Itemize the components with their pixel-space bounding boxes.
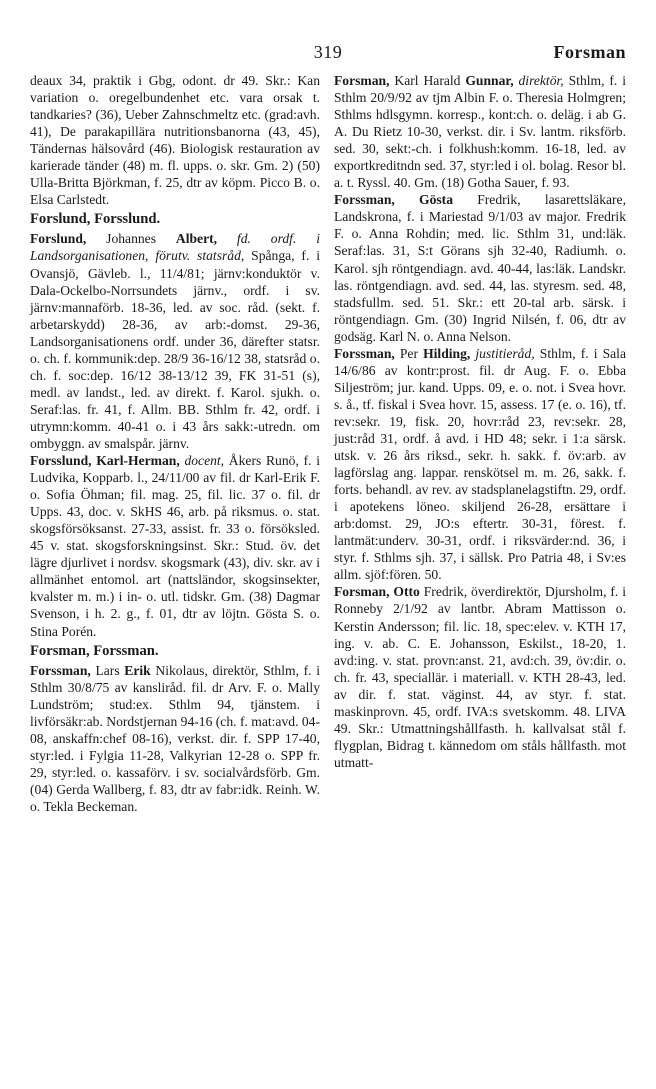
entry-forsman-gunnar (334, 72, 626, 191)
entry-text: Åkers Runö, f. i Ludvika, Kopparb. l., 24/11/00 av fil. dr Karl-Erik F. o. Sofia Öhman; fil. mag. 25, fil. lic. 37 o. fil. dr Upps. 43, doc. v. SkHS 46, arb. på riksmus. o. stat. skogsförsöksanst. 27-33, assist. fr. 33 o. försöksled. 45 v. stat. skogsforskningsinst. Skr.: Stud. öv. det lägre djurlivet i nordsv. skogsmark (43), div. skr. av i allmänhet entomol. art (nattsländor, skogsinsekter, kvalster m. m.) i in- o. utl. tidskr. Gm. (38) Dagmar Svenson, i h. 2. g., f. 01, dtr av löjtn. Gösta S. o. Stina Porén. (30, 453, 320, 639)
entry-name: Forssman, (30, 662, 91, 678)
entry-continuation: deaux 34, praktik i Gbg, odont. dr 49. Skr.: Kan variation o. oregelbundenhet etc. vara orsak t. tandkaries? (36), Ueber Zahnschmeltz etc. (grad:avh. 41), De parakapillära nutritionsbanorna (43, 45), Tändernas hälsovård (46). Biologisk restauration av karierade tänder (48) m. fl. upps. o. skr. Gm. 2) (50) Ulla-Britta Björkman, f. 25, dtr av köpm. Picco B. o. Elsa Carlstedt. (30, 73, 320, 208)
entry-forssman-erik (30, 662, 320, 815)
entry-text: Spånga, f. i Ovansjö, Gävleb. l., 11/4/81; järnv:konduktör v. Dala-Ockelbo-Norrsundets järnv., ordf. i sv. järnv:mannaförb. 18-36, led. av soc. råd. (sekt. f. arbetarskydd) 28-36, av arb:-domst. 29-36, Landsorganisationens ordf. under 36, därefter statsr. o. ch. f. kommunik:dep. 28/9 36-16/12 38, statsråd o. ch. f. soc:dep. 16/12 38-13/12 39, FK 31-51 (s), medl. av landst., led. av direkt. f. Karol. sjukh. o. Seraf:las. fr. 41, f. Allm. BB. Sthlm fr. 42, ordf. i utrymn:komm. 40-41 o. i 43 års sakk:-utredn. om ombyggn. av smalspår. järnv. (30, 248, 320, 451)
entry-forslund-albert (30, 230, 320, 452)
entry-text: Fredrik, lasarettsläkare, Landskrona, f. i Mariestad 9/1/03 av major. Fredrik F. o. Anna Rohdin; med. lic. Sthlm 31, und:läk. Seraf:las. 31, S:t Görans sjh 32-40, Radiumh. o. Karol. sjh röntgendiagn. avd. 40-44, las:läk. Landskr. las. röntgendiagn. avd. sed. 44, las. styresm. sed. 48, stadsfullm. sed. 51. Skr.: ett 20-tal arb. särsk. i röntgendiagn. Gm. (30) Ingrid Nilsén, f. 06, dtr av godsäg. Karl N. o. Anna Nelson. (334, 192, 626, 344)
section-heading-forslund: Forslund, Forsslund. (30, 211, 161, 228)
entry-given: Johannes (86, 231, 176, 247)
entry-text: Fredrik, överdirektör, Djursholm, f. i Ronneby 2/1/92 av lantbr. Abram Mattisson o. Kerstin Andersson; fil. lic. 18, spec:elev. v. KTH 17, ing. v. ab. C. E. Johansson, Eskilst., 18-20, 1. avd:ing. v. stat. provn:anst. 21, avd:ch. 39, öv:dir. o. ch. fr. 43, speciallär. i materiall. v. KTH 28-43, led. av dir. f. stat. väginst. 44, av styr. f. stat. maskinprovn. 45, ordf. IVA:s svetskomm. 48. LIVA 49. Skr.: Utmattningshållfasth. h. kallvalsat stål f. flygplan, Bidrag t. kännedom om ståls hållfasth. mot utmatt- (334, 584, 626, 770)
running-head: Forsman (553, 42, 626, 62)
entry-forsman-otto (334, 583, 626, 771)
entry-forssman-hilding (334, 345, 626, 584)
entry-given: Karl Harald (389, 73, 466, 88)
entry-given-bold: Karl-Herman, (96, 453, 180, 469)
entry-title: direktör, (513, 73, 564, 88)
right-column (334, 72, 626, 771)
entry-text: Nikolaus, direktör, Sthlm, f. i Sthlm 30/8/75 av kansliråd. fil. dr Arv. F. o. Mally Lundström; stud:ex. Sthlm 94, tjänstem. i livförsäkr:ab. Nordstjernan 94-16 (ch. f. mat:avd. 04-08, anskaffn:chef 08-16), verkst. dir. f. SPP 17-40, styr:led. i Fylgia 11-28, Valkyrian 12-28 o. SPP fr. 29, styr:led. o. kassaförv. i sv. socialvårdsförb. Gm. (04) Gerda Wallberg, f. 83, dtr av fabr:idk. Reinh. W. o. Tekla Beckeman. (30, 662, 320, 814)
entry-given-bold: Hilding, (423, 345, 471, 361)
entry-title: fd. ordf. i Landsorganisationen, förutv. statsråd, (30, 231, 320, 264)
entry-forsslund-karl-herman (30, 452, 320, 640)
entry-given-bold: Gösta (419, 192, 453, 208)
entry-name: Forsman, (334, 584, 390, 600)
entry-name: Forslund, (30, 231, 87, 247)
entry-given-bold: Gunnar, (465, 73, 514, 88)
entry-given-bold: Albert, (175, 231, 218, 247)
entry-name: Forsslund, (30, 453, 92, 469)
entry-given (395, 192, 419, 207)
entry-title: docent, (179, 453, 225, 469)
entry-given: Lars (90, 662, 125, 678)
entry-given: Per (394, 345, 424, 361)
entry-given-bold: Otto (393, 584, 420, 600)
entry-title: justitieråd, (470, 345, 535, 361)
entry-name: Forssman, (334, 192, 395, 208)
entry-name: Forsman, (334, 73, 390, 88)
entry-text: Sthlm, f. i Sthlm 20/9/92 av tjm Albin F. o. Theresia Holmgren; Sthlms hdlsgymn. korresp., kont:ch. o. deläg. i ab G. A. Du Rietz 10-30, verkst. dir. i Sv. lantm. riksförb. sed. 30, sekt:-ch. i folkhush:komm. 16-18, led. av exportkreditndn sed. 37, styr:led i ol. bolag. Resor bl. a. t. Ryssl. 40. Gm. (18) Gotha Sauer, f. 93. (334, 73, 626, 191)
left-column (30, 72, 320, 815)
page-number: 319 (313, 42, 343, 62)
section-heading-forsman: Forsman, Forssman. (30, 642, 159, 659)
entry-given-bold: Erik (124, 662, 151, 678)
entry-forssman-gosta (334, 191, 626, 344)
entry-text: Sthlm, f. i Sala 14/6/86 av kontr:prost. fil. dr Aug. F. o. Ebba Siljeström; jur. kand. Upps. 09, e. o. not. i Svea hovr. s. å., tf. fiskal i Svea hovr. 15, assess. 17 (e. o. 16), tf. rev:sekr. 19, fisk. 20, hovr:råd 23, rev:sekr. 28, just:råd 31, ordf. å avd. i HD 48; sekr. i 1:a särsk. utsk. v. 26 års riksd., sekr. h. sakk. f. öv:arb. av lagförslag ang. lappar. renskötsel m. m. 26, sakk. f. forts. behandl. av rev. av stadsplanelagstiftn. 29, ordf. i apotekens löneo. skiljend 26-28, ersättare i arb:domst. 29, JO:s eftertr. 30-31, förest. f. lantmät:underv. 30-31, ordf. i riksvärder:nd. 36, i styr. f. Sthlms sjh. 37, i sällsk. Pro Patria 48, i Sv:es allm. sjöf:fören. 50. (334, 345, 626, 583)
entry-name: Forssman, (334, 345, 395, 361)
